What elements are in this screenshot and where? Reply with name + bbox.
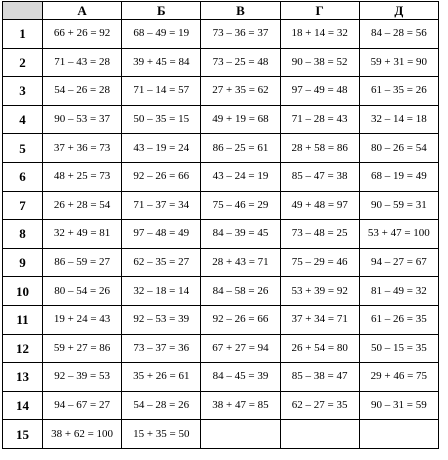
- equation-cell: 84 – 45 = 39: [201, 363, 280, 392]
- equation-cell: 35 + 26 = 61: [122, 363, 201, 392]
- equation-cell: 90 – 38 = 52: [280, 48, 359, 77]
- equation-cell: 59 + 31 = 90: [359, 48, 438, 77]
- column-header: Б: [122, 2, 201, 20]
- equation-cell: 73 – 48 = 25: [280, 220, 359, 249]
- equation-cell: 67 + 27 = 94: [201, 334, 280, 363]
- row-number: 1: [3, 20, 43, 49]
- table-row: [3, 162, 439, 191]
- equation-cell: [201, 420, 280, 449]
- problem-grid: [2, 1, 439, 449]
- equation-cell: 28 + 58 = 86: [280, 134, 359, 163]
- equation-cell: 92 – 53 = 39: [122, 305, 201, 334]
- equation-cell: 85 – 38 = 47: [280, 363, 359, 392]
- equation-cell: 80 – 26 = 54: [359, 134, 438, 163]
- equation-cell: 54 – 28 = 26: [122, 391, 201, 420]
- row-number: 13: [3, 363, 43, 392]
- table-row: [3, 220, 439, 249]
- equation-cell: 54 – 26 = 28: [43, 77, 122, 106]
- equation-cell: 86 – 59 = 27: [43, 248, 122, 277]
- equation-cell: 43 – 19 = 24: [122, 134, 201, 163]
- equation-cell: 92 – 39 = 53: [43, 363, 122, 392]
- equation-cell: 50 – 35 = 15: [122, 105, 201, 134]
- column-header: Д: [359, 2, 438, 20]
- equation-cell: 97 – 49 = 48: [280, 77, 359, 106]
- equation-cell: 94 – 67 = 27: [43, 391, 122, 420]
- header-row: [3, 2, 439, 20]
- column-header: Г: [280, 2, 359, 20]
- equation-cell: 81 – 49 = 32: [359, 277, 438, 306]
- row-number: 9: [3, 248, 43, 277]
- equation-cell: [280, 420, 359, 449]
- equation-cell: 94 – 27 = 67: [359, 248, 438, 277]
- equation-cell: 38 + 62 = 100: [43, 420, 122, 449]
- equation-cell: 73 – 36 = 37: [201, 20, 280, 49]
- equation-cell: 32 – 18 = 14: [122, 277, 201, 306]
- row-number: 2: [3, 48, 43, 77]
- equation-cell: 26 + 28 = 54: [43, 191, 122, 220]
- equation-cell: 49 + 48 = 97: [280, 191, 359, 220]
- column-header: А: [43, 2, 122, 20]
- corner-cell: [3, 2, 43, 20]
- equation-cell: 39 + 45 = 84: [122, 48, 201, 77]
- equation-cell: 66 + 26 = 92: [43, 20, 122, 49]
- row-number: 7: [3, 191, 43, 220]
- equation-cell: 73 – 25 = 48: [201, 48, 280, 77]
- table-row: [3, 277, 439, 306]
- table-row: [3, 191, 439, 220]
- row-number: 15: [3, 420, 43, 449]
- equation-cell: 97 – 48 = 49: [122, 220, 201, 249]
- equation-cell: 85 – 47 = 38: [280, 162, 359, 191]
- table-row: [3, 420, 439, 449]
- equation-cell: 90 – 59 = 31: [359, 191, 438, 220]
- equation-cell: 61 – 35 = 26: [359, 77, 438, 106]
- equation-cell: 92 – 26 = 66: [122, 162, 201, 191]
- equation-cell: 75 – 29 = 46: [280, 248, 359, 277]
- equation-cell: 50 – 15 = 35: [359, 334, 438, 363]
- table-row: [3, 134, 439, 163]
- table-row: [3, 391, 439, 420]
- row-number: 14: [3, 391, 43, 420]
- equation-cell: 71 – 37 = 34: [122, 191, 201, 220]
- equation-cell: 53 + 47 = 100: [359, 220, 438, 249]
- equation-cell: [359, 420, 438, 449]
- row-number: 11: [3, 305, 43, 334]
- table-row: [3, 48, 439, 77]
- table-row: [3, 105, 439, 134]
- equation-cell: 38 + 47 = 85: [201, 391, 280, 420]
- equation-cell: 90 – 53 = 37: [43, 105, 122, 134]
- row-number: 3: [3, 77, 43, 106]
- equation-cell: 62 – 35 = 27: [122, 248, 201, 277]
- equation-cell: 86 – 25 = 61: [201, 134, 280, 163]
- equation-cell: 90 – 31 = 59: [359, 391, 438, 420]
- equation-cell: 37 + 34 = 71: [280, 305, 359, 334]
- table-row: [3, 334, 439, 363]
- equation-cell: 62 – 27 = 35: [280, 391, 359, 420]
- row-number: 5: [3, 134, 43, 163]
- equation-cell: 73 – 37 = 36: [122, 334, 201, 363]
- table-row: [3, 363, 439, 392]
- equation-cell: 15 + 35 = 50: [122, 420, 201, 449]
- equation-cell: 28 + 43 = 71: [201, 248, 280, 277]
- row-number: 12: [3, 334, 43, 363]
- equation-cell: 49 + 19 = 68: [201, 105, 280, 134]
- equation-cell: 26 + 54 = 80: [280, 334, 359, 363]
- table-row: [3, 248, 439, 277]
- equation-cell: 19 + 24 = 43: [43, 305, 122, 334]
- equation-cell: 53 + 39 = 92: [280, 277, 359, 306]
- equation-cell: 84 – 58 = 26: [201, 277, 280, 306]
- equation-cell: 84 – 28 = 56: [359, 20, 438, 49]
- equation-cell: 37 + 36 = 73: [43, 134, 122, 163]
- equation-cell: 59 + 27 = 86: [43, 334, 122, 363]
- equation-cell: 92 – 26 = 66: [201, 305, 280, 334]
- row-number: 8: [3, 220, 43, 249]
- equation-cell: 71 – 14 = 57: [122, 77, 201, 106]
- equation-cell: 18 + 14 = 32: [280, 20, 359, 49]
- equation-cell: 29 + 46 = 75: [359, 363, 438, 392]
- equation-cell: 32 + 49 = 81: [43, 220, 122, 249]
- row-number: 6: [3, 162, 43, 191]
- equation-cell: 43 – 24 = 19: [201, 162, 280, 191]
- row-number: 10: [3, 277, 43, 306]
- equation-cell: 84 – 39 = 45: [201, 220, 280, 249]
- equation-cell: 71 – 43 = 28: [43, 48, 122, 77]
- table-row: [3, 20, 439, 49]
- equation-cell: 68 – 49 = 19: [122, 20, 201, 49]
- equation-cell: 48 + 25 = 73: [43, 162, 122, 191]
- equation-cell: 80 – 54 = 26: [43, 277, 122, 306]
- equation-cell: 75 – 46 = 29: [201, 191, 280, 220]
- equation-cell: 27 + 35 = 62: [201, 77, 280, 106]
- column-header: В: [201, 2, 280, 20]
- table-row: [3, 77, 439, 106]
- equation-cell: 71 – 28 = 43: [280, 105, 359, 134]
- equation-cell: 68 – 19 = 49: [359, 162, 438, 191]
- equation-cell: 61 – 26 = 35: [359, 305, 438, 334]
- table-row: [3, 305, 439, 334]
- equation-cell: 32 – 14 = 18: [359, 105, 438, 134]
- row-number: 4: [3, 105, 43, 134]
